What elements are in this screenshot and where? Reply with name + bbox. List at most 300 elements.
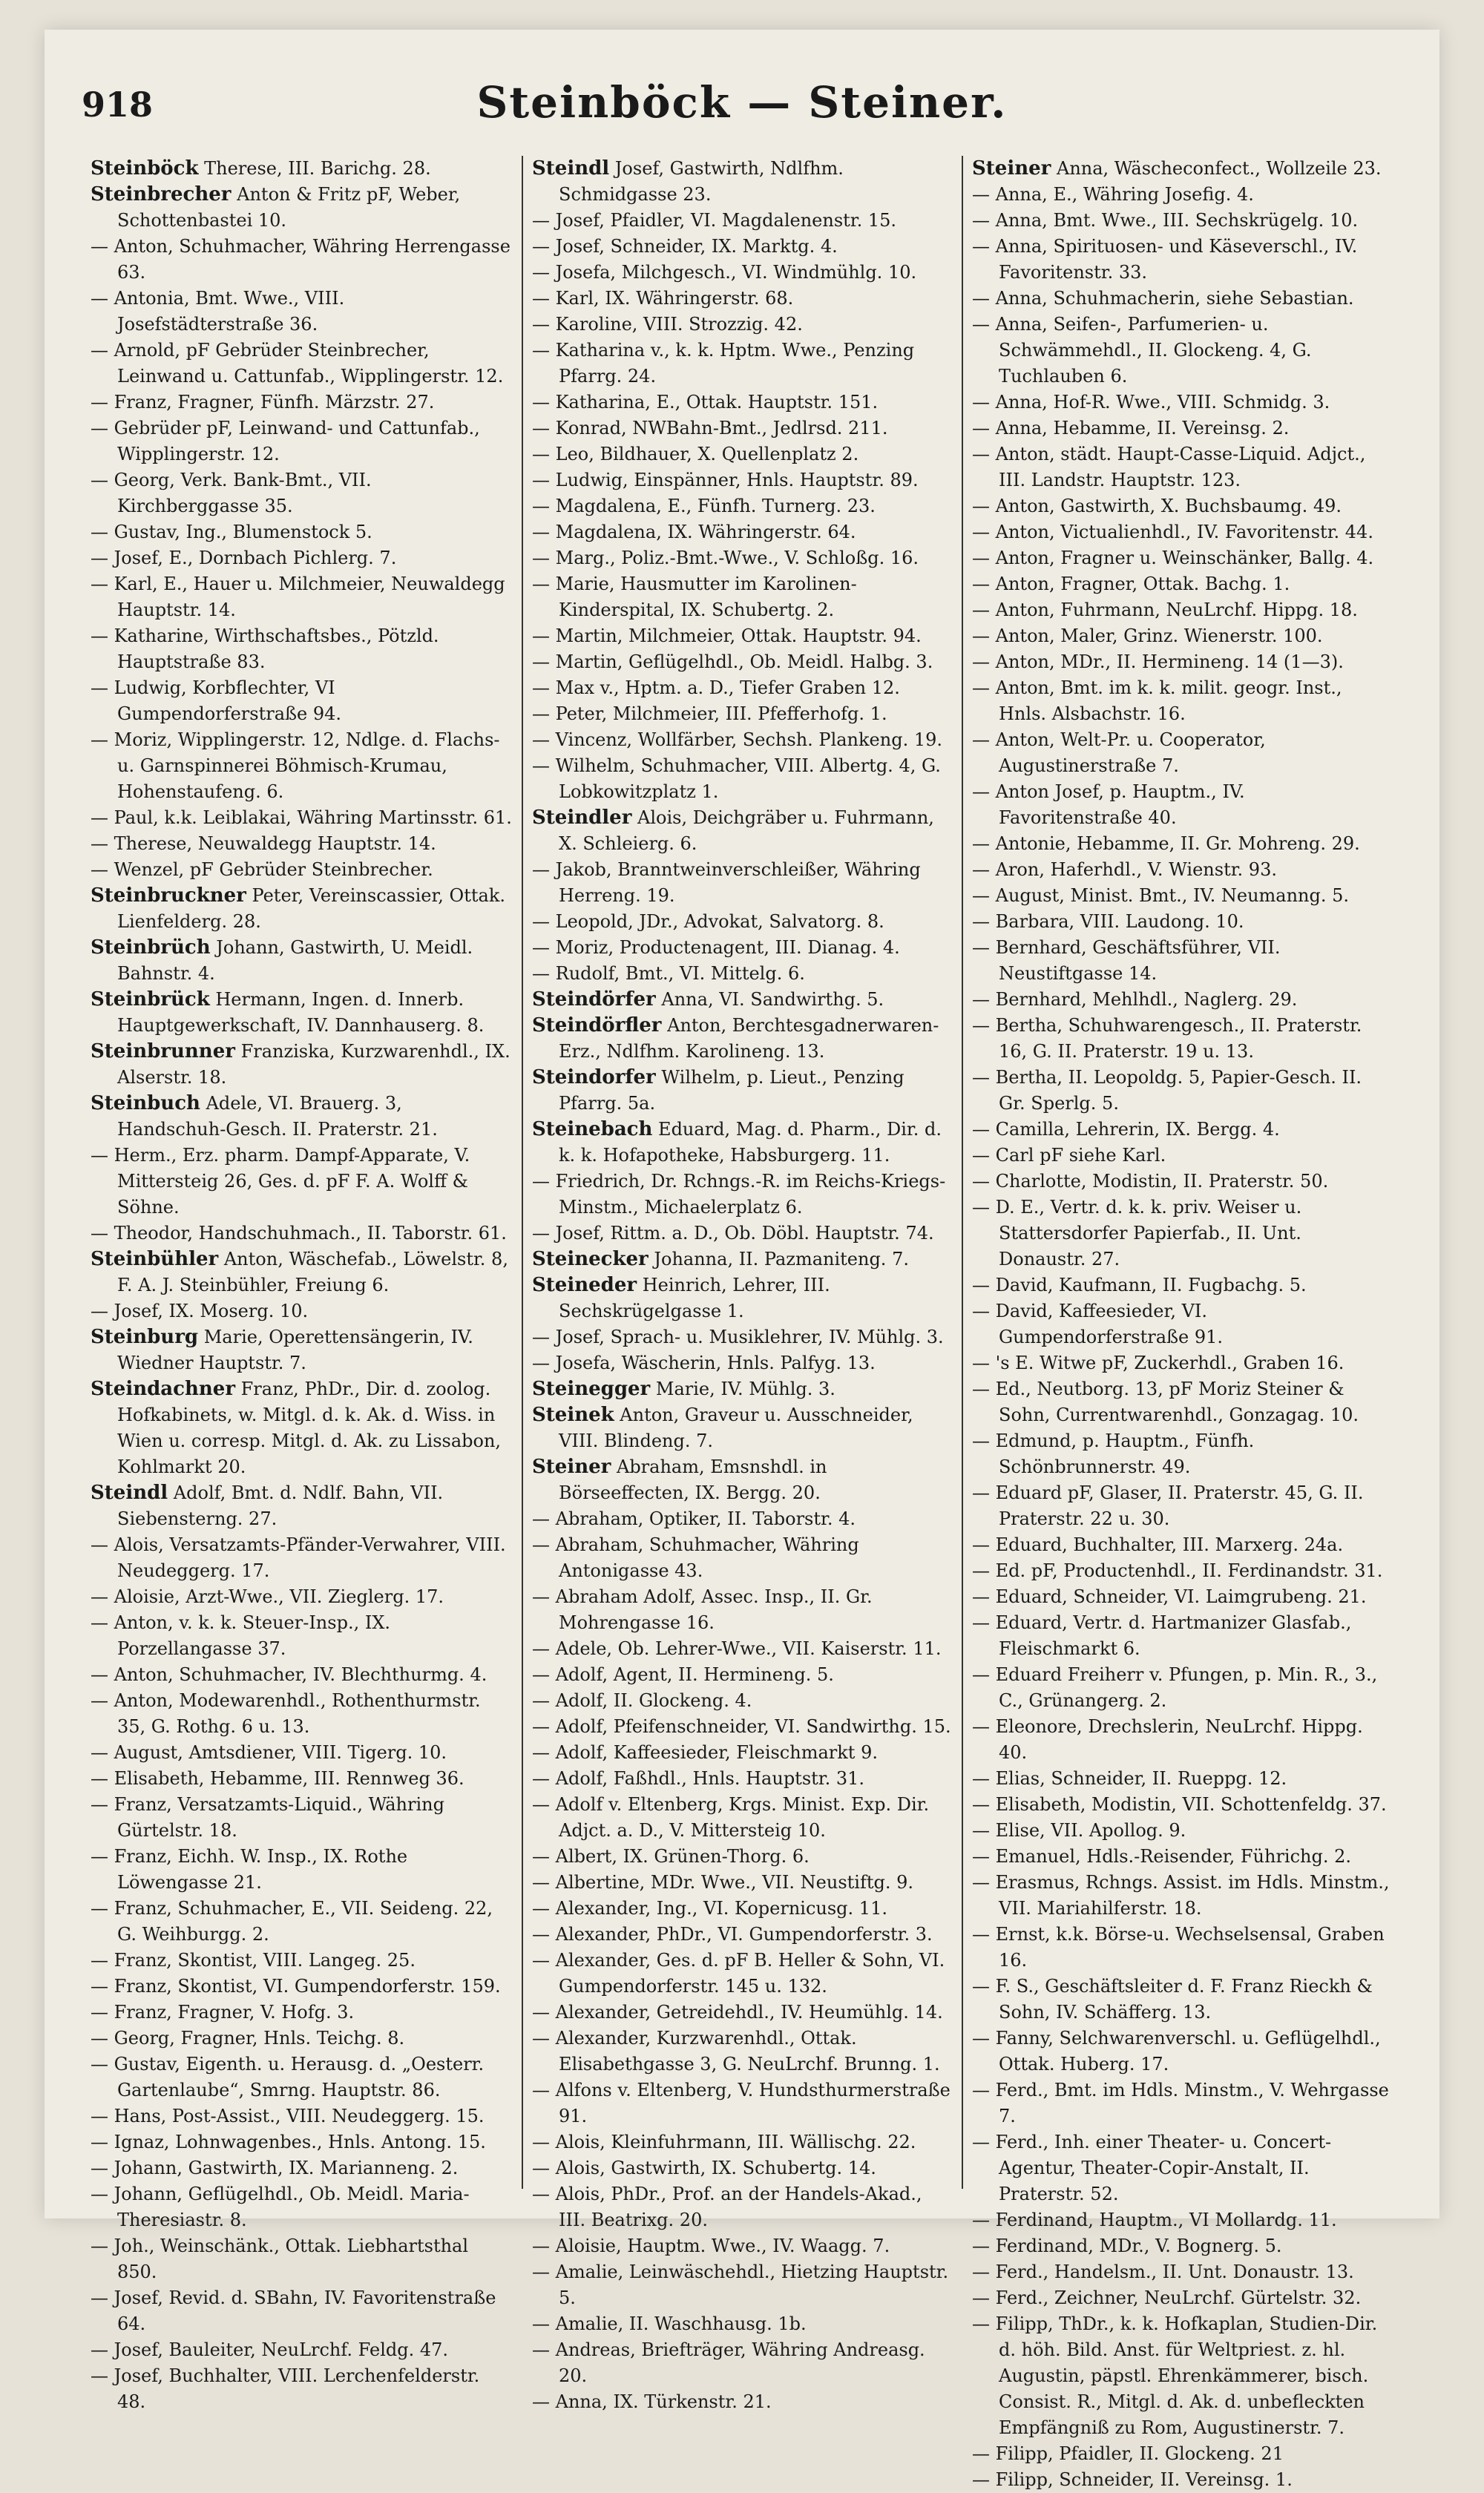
- directory-entry: [532, 805, 953, 857]
- directory-entry: [532, 2259, 953, 2311]
- directory-entry: [972, 1558, 1393, 1584]
- entry-text: — Rudolf, Bmt., VI. Mittelg. 6.: [532, 963, 805, 984]
- entry-surname: Steinbuch: [91, 1092, 200, 1114]
- directory-entry: [532, 1844, 953, 1870]
- directory-entry: [532, 2129, 953, 2155]
- entry-text: Heinrich, Lehrer, III. Sechskrügelgasse 1.: [559, 1275, 830, 1321]
- directory-entry: [972, 1532, 1393, 1558]
- directory-entry: [532, 727, 953, 753]
- directory-entry: [91, 2233, 513, 2285]
- entry-text: — Eduard Freiherr v. Pfungen, p. Min. R., 3., C., Grünangerg. 2.: [972, 1664, 1378, 1711]
- entry-text: — Ferdinand, Hauptm., VI Mollardg. 11.: [972, 2210, 1337, 2230]
- entry-surname: Steinbühler: [91, 1248, 219, 1270]
- directory-entry: [532, 2337, 953, 2389]
- entry-text: — Anton Josef, p. Hauptm., IV. Favoritenstraße 40.: [972, 781, 1245, 828]
- directory-entry: [91, 1376, 513, 1480]
- entry-text: — Elise, VII. Apollog. 9.: [972, 1820, 1186, 1841]
- directory-entry: [532, 987, 953, 1013]
- entry-text: — David, Kaffeesieder, VI. Gumpendorferstraße 91.: [972, 1301, 1224, 1347]
- entry-text: — Max v., Hptm. a. D., Tiefer Graben 12.: [532, 677, 900, 698]
- entry-surname: Steindler: [532, 807, 632, 829]
- entry-text: — Franz, Versatzamts-Liquid., Währing Gürtelstr. 18.: [91, 1794, 444, 1841]
- directory-entry: [972, 312, 1393, 390]
- entry-text: — Fanny, Selchwarenverschl. u. Geflügelhdl., Ottak. Huberg. 17.: [972, 2028, 1381, 2075]
- directory-entry: [91, 1610, 513, 1662]
- entry-text: Josef, Gastwirth, Ndlfhm. Schmidgasse 23.: [559, 158, 844, 205]
- directory-entry: [972, 1350, 1393, 1376]
- directory-entry: [532, 1532, 953, 1584]
- entry-text: — F. S., Geschäftsleiter d. F. Franz Rieckh & Sohn, IV. Schäfferg. 13.: [972, 1976, 1373, 2023]
- directory-entry: [972, 234, 1393, 286]
- entry-text: — Franz, Fragner, V. Hofg. 3.: [91, 2002, 355, 2023]
- directory-entry: [91, 805, 513, 831]
- directory-entry: [532, 2389, 953, 2415]
- entry-text: — Josef, Rittm. a. D., Ob. Döbl. Hauptstr. 74.: [532, 1223, 934, 1244]
- entry-text: — Filipp, Schneider, II. Vereinsg. 1.: [972, 2469, 1293, 2490]
- entry-text: — Alois, Versatzamts-Pfänder-Verwahrer, VIII. Neudeggerg. 17.: [91, 1534, 506, 1581]
- directory-entry: [972, 571, 1393, 597]
- entry-text: — Theodor, Handschuhmach., II. Taborstr. 61.: [91, 1223, 507, 1244]
- directory-entry: [972, 831, 1393, 857]
- directory-entry: [532, 2026, 953, 2078]
- directory-entry: [972, 727, 1393, 779]
- directory-entry: [972, 675, 1393, 727]
- entry-text: — Josef, IX. Moserg. 10.: [91, 1301, 309, 1321]
- entry-text: — Friedrich, Dr. Rchngs.-R. im Reichs-Kriegs-Minstm., Michaelerplatz 6.: [532, 1171, 946, 1218]
- entry-text: — Adolf, II. Glockeng. 4.: [532, 1690, 752, 1711]
- entry-text: — Anna, E., Währing Josefig. 4.: [972, 184, 1254, 205]
- entry-text: — Katharine, Wirthschaftsbes., Pötzld. Hauptstraße 83.: [91, 625, 439, 672]
- directory-entry: [91, 1844, 513, 1896]
- directory-entry: [91, 1792, 513, 1844]
- directory-entry: [91, 1896, 513, 1948]
- entry-text: — Josefa, Wäscherin, Hnls. Palfyg. 13.: [532, 1353, 876, 1373]
- directory-page: [45, 30, 1439, 2490]
- entry-text: — Alois, Gastwirth, IX. Schubertg. 14.: [532, 2158, 876, 2178]
- entry-text: — Leo, Bildhauer, X. Quellenplatz 2.: [532, 444, 859, 464]
- page-header: [82, 74, 1402, 141]
- directory-entry: [91, 1246, 513, 1298]
- directory-entry: [91, 857, 513, 883]
- entry-text: — Karl, E., Hauer u. Milchmeier, Neuwaldegg Hauptstr. 14.: [91, 574, 505, 620]
- entry-text: — Alfons v. Eltenberg, V. Hundsthurmerstraße 91.: [532, 2080, 951, 2126]
- page-number: 918: [82, 85, 154, 125]
- directory-entry: [532, 519, 953, 545]
- entry-text: — Anton, Schuhmacher, IV. Blechthurmg. 4.: [91, 1664, 487, 1685]
- entry-text: — Ludwig, Korbflechter, VI Gumpendorferstraße 94.: [91, 677, 342, 724]
- column-2: [522, 156, 962, 2412]
- directory-entry: [972, 935, 1393, 987]
- entry-text: — Anton, städt. Haupt-Casse-Liquid. Adjct., III. Landstr. Hauptstr. 123.: [972, 444, 1366, 490]
- entry-text: Abraham, Emsnshdl. in Börseeffecten, IX. Bergg. 20.: [559, 1456, 827, 1503]
- entry-surname: Steindachner: [91, 1378, 236, 1400]
- entry-text: — Anton, Maler, Grinz. Wienerstr. 100.: [972, 625, 1323, 646]
- entry-surname: Steindörfler: [532, 1014, 662, 1037]
- entry-text: — Anton, Modewarenhdl., Rothenthurmstr. 35, G. Rothg. 6 u. 13.: [91, 1690, 481, 1737]
- entry-text: — Eleonore, Drechslerin, NeuLrchf. Hippg. 40.: [972, 1716, 1363, 1763]
- entry-surname: Steinecker: [532, 1248, 649, 1270]
- directory-entry: [972, 1376, 1393, 1428]
- directory-entry: [972, 2207, 1393, 2233]
- entry-text: — Adolf, Kaffeesieder, Fleischmarkt 9.: [532, 1742, 878, 1763]
- directory-entry: [91, 467, 513, 519]
- directory-entry: [972, 1662, 1393, 1714]
- directory-entry: [972, 1974, 1393, 2026]
- entry-text: — Alexander, Ges. d. pF B. Heller & Sohn, VI. Gumpendorferstr. 145 u. 132.: [532, 1950, 945, 1997]
- directory-entry: [532, 208, 953, 234]
- entry-text: — Eduard, Buchhalter, III. Marxerg. 24a.: [972, 1534, 1344, 1555]
- entry-text: — Anton, Victualienhdl., IV. Favoritenstr. 44.: [972, 522, 1373, 542]
- directory-entry: [91, 2103, 513, 2129]
- directory-entry: [972, 2078, 1393, 2129]
- directory-entry: [972, 1714, 1393, 1766]
- entry-text: Johanna, II. Pazmaniteng. 7.: [648, 1249, 909, 1270]
- directory-entry: [91, 545, 513, 571]
- directory-entry: [972, 441, 1393, 493]
- directory-entry: [532, 909, 953, 935]
- entry-text: — Alois, PhDr., Prof. an der Handels-Akad., III. Beatrixg. 20.: [532, 2184, 922, 2230]
- entry-text: — Martin, Geflügelhdl., Ob. Meidl. Halbg. 3.: [532, 651, 933, 672]
- entry-text: — August, Amtsdiener, VIII. Tigerg. 10.: [91, 1742, 447, 1763]
- entry-text: — Hans, Post-Assist., VIII. Neudeggerg. 15.: [91, 2106, 485, 2126]
- directory-entry: [972, 1298, 1393, 1350]
- directory-entry: [532, 1740, 953, 1766]
- entry-surname: Steindörfer: [532, 988, 656, 1011]
- directory-entry: [532, 857, 953, 909]
- directory-entry: [532, 1506, 953, 1532]
- directory-entry: [532, 623, 953, 649]
- directory-entry: [91, 2285, 513, 2337]
- entry-surname: Steinbrecher: [91, 183, 232, 206]
- directory-entry: [91, 2155, 513, 2181]
- entry-text: — Anna, IX. Türkenstr. 21.: [532, 2391, 772, 2412]
- entry-text: — Anna, Hebamme, II. Vereinsg. 2.: [972, 418, 1290, 439]
- directory-entry: [91, 390, 513, 416]
- entry-text: Anna, Wäscheconfect., Wollzeile 23.: [1051, 158, 1382, 179]
- entry-surname: Steinbrüch: [91, 936, 211, 959]
- entry-text: Franziska, Kurzwarenhdl., IX. Alserstr. 18.: [117, 1041, 510, 1088]
- entry-text: — Georg, Verk. Bank-Bmt., VII. Kirchberggasse 35.: [91, 470, 372, 516]
- directory-entry: [532, 2078, 953, 2129]
- directory-entry: [532, 2311, 953, 2337]
- entry-text: — Josef, Pfaidler, VI. Magdalenenstr. 15.: [532, 210, 897, 231]
- entry-surname: Steindl: [91, 1482, 168, 1504]
- entry-text: — Franz, Schuhmacher, E., VII. Seideng. 22, G. Weihburgg. 2.: [91, 1898, 493, 1945]
- entry-text: — Elisabeth, Hebamme, III. Rennweg 36.: [91, 1768, 464, 1789]
- directory-entry: [91, 1688, 513, 1740]
- entry-text: — Anton, MDr., II. Hermineng. 14 (1—3).: [972, 651, 1344, 672]
- directory-entry: [532, 1792, 953, 1844]
- directory-entry: [91, 2129, 513, 2155]
- entry-text: — Gustav, Eigenth. u. Herausg. d. „Oesterr. Gartenlaube“, Smrng. Hauptstr. 86.: [91, 2054, 485, 2101]
- entry-text: Peter, Vereinscassier, Ottak. Lienfelderg. 28.: [117, 885, 505, 932]
- entry-text: — Charlotte, Modistin, II. Praterstr. 50.: [972, 1171, 1329, 1192]
- directory-entry: [532, 1117, 953, 1169]
- entry-text: — Leopold, JDr., Advokat, Salvatorg. 8.: [532, 911, 884, 932]
- directory-entry: [91, 2363, 513, 2415]
- entry-text: — Alexander, Kurzwarenhdl., Ottak. Elisabethgasse 3, G. NeuLrchf. Brunng. 1.: [532, 2028, 940, 2075]
- directory-entry: [91, 987, 513, 1039]
- directory-entry: [532, 1065, 953, 1117]
- directory-entry: [972, 286, 1393, 312]
- entry-text: — Camilla, Lehrerin, IX. Bergg. 4.: [972, 1119, 1280, 1140]
- entry-text: Johann, Gastwirth, U. Meidl. Bahnstr. 4.: [117, 937, 473, 984]
- directory-entry: [972, 545, 1393, 571]
- directory-entry: [972, 1065, 1393, 1117]
- directory-entry: [91, 1740, 513, 1766]
- entry-surname: Steinburg: [91, 1326, 199, 1348]
- directory-entry: [972, 883, 1393, 909]
- entry-surname: Steiner: [532, 1456, 611, 1478]
- entry-text: — Franz, Skontist, VIII. Langeg. 25.: [91, 1950, 416, 1971]
- entry-text: — Josef, Bauleiter, NeuLrchf. Feldg. 47.: [91, 2339, 449, 2360]
- entry-text: — Ignaz, Lohnwagenbes., Hnls. Antong. 15.: [91, 2132, 486, 2152]
- directory-entry: [91, 2181, 513, 2233]
- entry-text: — Alexander, Getreidehdl., IV. Heumühlg. 14.: [532, 2002, 943, 2023]
- entry-text: — Josef, Buchhalter, VIII. Lerchenfelderstr. 48.: [91, 2365, 480, 2412]
- directory-entry: [91, 935, 513, 987]
- directory-entry: [972, 987, 1393, 1013]
- entry-text: — Bertha, Schuhwarengesch., II. Praterstr. 16, G. II. Praterstr. 19 u. 13.: [972, 1015, 1362, 1062]
- entry-text: — Arnold, pF Gebrüder Steinbrecher, Leinwand u. Cattunfab., Wipplingerstr. 12.: [91, 340, 504, 387]
- directory-entry: [972, 649, 1393, 675]
- directory-entry: [532, 1376, 953, 1402]
- entry-text: — Antonia, Bmt. Wwe., VIII. Josefstädterstraße 36.: [91, 288, 345, 335]
- entry-text: — Bernhard, Mehlhdl., Naglerg. 29.: [972, 989, 1298, 1010]
- entry-text: — Josefa, Milchgesch., VI. Windmühlg. 10.: [532, 262, 917, 283]
- entry-text: — Amalie, Leinwäschehdl., Hietzing Hauptstr. 5.: [532, 2262, 949, 2308]
- entry-text: — Ed. pF, Productenhdl., II. Ferdinandstr. 31.: [972, 1560, 1383, 1581]
- entry-text: — August, Minist. Bmt., IV. Neumanng. 5.: [972, 885, 1350, 906]
- entry-text: Marie, Operettensängerin, IV. Wiedner Hauptstr. 7.: [117, 1327, 473, 1373]
- directory-entry: [91, 234, 513, 286]
- entry-text: — Adolf, Agent, II. Hermineng. 5.: [532, 1664, 834, 1685]
- entry-text: — Peter, Milchmeier, III. Pfefferhofg. 1.: [532, 703, 887, 724]
- entry-text: — Ferd., Inh. einer Theater- u. Concert-Agentur, Theater-Copir-Anstalt, II. Praterstr. 52.: [972, 2132, 1332, 2204]
- directory-entry: [532, 2233, 953, 2259]
- directory-entry: [532, 1896, 953, 1922]
- directory-entry: [972, 623, 1393, 649]
- entry-text: — Eduard, Schneider, VI. Laimgrubeng. 21.: [972, 1586, 1367, 1607]
- directory-entry: [532, 1688, 953, 1714]
- directory-entry: [532, 234, 953, 260]
- directory-entry: [972, 390, 1393, 416]
- entry-text: — Elias, Schneider, II. Rueppg. 12.: [972, 1768, 1287, 1789]
- entry-surname: Steinbruckner: [91, 884, 246, 907]
- directory-entry: [532, 441, 953, 467]
- entry-text: — Katharina, E., Ottak. Hauptstr. 151.: [532, 392, 879, 413]
- entry-text: — Magdalena, IX. Währingerstr. 64.: [532, 522, 856, 542]
- directory-entry: [972, 2259, 1393, 2285]
- directory-entry: [91, 571, 513, 623]
- entry-text: — David, Kaufmann, II. Fugbachg. 5.: [972, 1275, 1307, 1295]
- entry-text: — Therese, Neuwaldegg Hauptstr. 14.: [91, 833, 436, 854]
- column-3: [962, 156, 1402, 2490]
- entry-text: — Albert, IX. Grünen-Thorg. 6.: [532, 1846, 810, 1867]
- directory-entry: [91, 1324, 513, 1376]
- directory-entry: [532, 338, 953, 390]
- entry-text: — Vincenz, Wollfärber, Sechsh. Plankeng. 19.: [532, 729, 942, 750]
- directory-entry: [91, 1662, 513, 1688]
- entry-text: — Ed., Neutborg. 13, pF Moriz Steiner & Sohn, Currentwarenhdl., Gonzagag. 10.: [972, 1379, 1359, 1425]
- entry-text: — Anton, Gastwirth, X. Buchsbaumg. 49.: [972, 496, 1342, 516]
- directory-entry: [91, 727, 513, 805]
- entry-text: — Josef, Sprach- u. Musiklehrer, IV. Mühlg. 3.: [532, 1327, 944, 1347]
- entry-text: — Gustav, Ing., Blumenstock 5.: [91, 522, 372, 542]
- columns: [82, 156, 1402, 2490]
- directory-entry: [972, 1818, 1393, 1844]
- entry-text: — Moriz, Productenagent, III. Dianag. 4.: [532, 937, 900, 958]
- entry-surname: Steineder: [532, 1274, 637, 1296]
- entry-text: — Eduard pF, Glaser, II. Praterstr. 45, G. II. Praterstr. 22 u. 30.: [972, 1482, 1364, 1529]
- directory-entry: [532, 1324, 953, 1350]
- directory-entry: [532, 2181, 953, 2233]
- entry-text: — Marg., Poliz.-Bmt.-Wwe., V. Schloßg. 16.: [532, 548, 919, 568]
- entry-text: — Aloisie, Arzt-Wwe., VII. Zieglerg. 17.: [91, 1586, 444, 1607]
- entry-text: — Franz, Fragner, Fünfh. Märzstr. 27.: [91, 392, 435, 413]
- entry-text: — Alois, Kleinfuhrmann, III. Wällischg. 22.: [532, 2132, 916, 2152]
- entry-text: — Jakob, Branntweinverschleißer, Währing Herreng. 19.: [532, 859, 921, 906]
- directory-entry: [972, 1143, 1393, 1169]
- directory-entry: [972, 2441, 1393, 2467]
- entry-text: — Anton, Welt-Pr. u. Cooperator, Augustinerstraße 7.: [972, 729, 1266, 776]
- directory-entry: [972, 909, 1393, 935]
- directory-entry: [532, 260, 953, 286]
- entry-text: — Antonie, Hebamme, II. Gr. Mohreng. 29.: [972, 833, 1360, 854]
- entry-text: — Aron, Haferhdl., V. Wienstr. 93.: [972, 859, 1277, 880]
- entry-text: Alois, Deichgräber u. Fuhrmann, X. Schleierg. 6.: [559, 807, 934, 854]
- entry-text: Anton, Berchtesgadnerwaren-Erz., Ndlfhm. Karolineng. 13.: [559, 1015, 939, 1062]
- directory-entry: [91, 831, 513, 857]
- directory-entry: [972, 1272, 1393, 1298]
- directory-entry: [972, 1013, 1393, 1065]
- entry-text: — Moriz, Wipplingerstr. 12, Ndlge. d. Flachs- u. Garnspinnerei Böhmisch-Krumau, Hohenstaufeng. 6.: [91, 729, 500, 802]
- entry-text: — Karoline, VIII. Strozzig. 42.: [532, 314, 803, 335]
- entry-text: Anton, Graveur u. Ausschneider, VIII. Blindeng. 7.: [559, 1405, 913, 1451]
- directory-entry: [91, 156, 513, 182]
- entry-text: — Konrad, NWBahn-Bmt., Jedlrsd. 211.: [532, 418, 888, 439]
- directory-entry: [532, 1662, 953, 1688]
- directory-entry: [532, 571, 953, 623]
- directory-entry: [532, 286, 953, 312]
- directory-entry: [91, 675, 513, 727]
- directory-entry: [972, 2467, 1393, 2493]
- directory-entry: [532, 1870, 953, 1896]
- directory-entry: [532, 493, 953, 519]
- entry-text: — Amalie, II. Waschhausg. 1b.: [532, 2313, 807, 2334]
- entry-text: — Aloisie, Hauptm. Wwe., IV. Waagg. 7.: [532, 2236, 890, 2256]
- directory-entry: [972, 208, 1393, 234]
- directory-entry: [91, 1532, 513, 1584]
- directory-entry: [91, 1143, 513, 1221]
- entry-text: — Ferd., Bmt. im Hdls. Minstm., V. Wehrgasse 7.: [972, 2080, 1389, 2126]
- entry-text: — Ferd., Zeichner, NeuLrchf. Gürtelstr. 32.: [972, 2287, 1362, 2308]
- entry-surname: Steinebach: [532, 1118, 653, 1140]
- entry-text: — Anton, v. k. k. Steuer-Insp., IX. Porzellangasse 37.: [91, 1612, 391, 1659]
- entry-text: — Adolf, Faßhdl., Hnls. Hauptstr. 31.: [532, 1768, 865, 1789]
- entry-text: Marie, IV. Mühlg. 3.: [650, 1379, 835, 1399]
- entry-surname: Steinböck: [91, 157, 199, 180]
- entry-text: — Ferdinand, MDr., V. Bognerg. 5.: [972, 2236, 1282, 2256]
- entry-text: — Adele, Ob. Lehrer-Wwe., VII. Kaiserstr. 11.: [532, 1638, 942, 1659]
- directory-entry: [91, 286, 513, 338]
- entry-text: — Anton, Fuhrmann, NeuLrchf. Hippg. 18.: [972, 600, 1358, 620]
- entry-text: — Anton, Schuhmacher, Währing Herrengasse 63.: [91, 236, 510, 283]
- entry-text: — D. E., Vertr. d. k. k. priv. Weiser u. Stattersdorfer Papierfab., II. Unt. Donaustr. 27.: [972, 1197, 1302, 1270]
- directory-entry: [532, 675, 953, 701]
- directory-entry: [972, 416, 1393, 441]
- entry-text: — Johann, Geflügelhdl., Ob. Meidl. Maria-Theresiastr. 8.: [91, 2184, 470, 2230]
- entry-text: — Anna, Hof-R. Wwe., VIII. Schmidg. 3.: [972, 392, 1330, 413]
- entry-text: — Elisabeth, Modistin, VII. Schottenfeldg. 37.: [972, 1794, 1387, 1815]
- entry-text: — Alexander, Ing., VI. Kopernicusg. 11.: [532, 1898, 887, 1919]
- entry-text: — Bernhard, Geschäftsführer, VII. Neustiftgasse 14.: [972, 937, 1281, 984]
- directory-entry: [532, 1402, 953, 1454]
- directory-entry: [91, 1584, 513, 1610]
- entry-text: — Anna, Spirituosen- und Käseverschl., IV. Favoritenstr. 33.: [972, 236, 1358, 283]
- directory-entry: [972, 1922, 1393, 1974]
- directory-entry: [91, 1948, 513, 1974]
- directory-entry: [972, 779, 1393, 831]
- directory-entry: [91, 2337, 513, 2363]
- directory-entry: [532, 935, 953, 961]
- entry-text: — Adolf, Pfeifenschneider, VI. Sandwirthg. 15.: [532, 1716, 951, 1737]
- directory-entry: [972, 857, 1393, 883]
- directory-entry: [532, 649, 953, 675]
- directory-entry: [972, 1480, 1393, 1532]
- entry-text: Wilhelm, p. Lieut., Penzing Pfarrg. 5a.: [559, 1067, 904, 1114]
- directory-entry: [972, 1870, 1393, 1922]
- entry-text: — 's E. Witwe pF, Zuckerhdl., Graben 16.: [972, 1353, 1345, 1373]
- entry-text: — Abraham Adolf, Assec. Insp., II. Gr. Mohrengasse 16.: [532, 1586, 873, 1633]
- directory-entry: [532, 1013, 953, 1065]
- directory-entry: [532, 1714, 953, 1740]
- directory-entry: [972, 1117, 1393, 1143]
- directory-entry: [91, 1039, 513, 1091]
- directory-entry: [91, 1480, 513, 1532]
- entry-text: Adele, VI. Brauerg. 3, Handschuh-Gesch. II. Praterstr. 21.: [117, 1093, 438, 1140]
- directory-entry: [91, 1974, 513, 2000]
- entry-text: — Filipp, ThDr., k. k. Hofkaplan, Studien-Dir. d. höh. Bild. Anst. für Weltpriest. z. hl. Augustin, päpstl. Ehrenkämmerer, bisch. Consist. R., Mitgl. d. Ak. d. unbefleckten Empfängniß zu Rom, Augustinerstr. 7.: [972, 2313, 1378, 2438]
- entry-text: Anton, Wäschefab., Löwelstr. 8, F. A. J. Steinbühler, Freiung 6.: [117, 1249, 508, 1295]
- directory-entry: [91, 182, 513, 234]
- entry-text: — Albertine, MDr. Wwe., VII. Neustiftg. 9.: [532, 1872, 914, 1893]
- entry-text: — Johann, Gastwirth, IX. Marianneng. 2.: [91, 2158, 459, 2178]
- entry-text: — Josef, E., Dornbach Pichlerg. 7.: [91, 548, 397, 568]
- entry-text: — Edmund, p. Hauptm., Fünfh. Schönbrunnerstr. 49.: [972, 1431, 1255, 1477]
- entry-text: Anna, VI. Sandwirthg. 5.: [655, 989, 884, 1010]
- directory-entry: [972, 182, 1393, 208]
- directory-entry: [91, 2052, 513, 2103]
- entry-text: — Abraham, Optiker, II. Taborstr. 4.: [532, 1508, 856, 1529]
- directory-entry: [532, 1350, 953, 1376]
- directory-entry: [972, 1610, 1393, 1662]
- entry-text: — Ferd., Handelsm., II. Unt. Donaustr. 13.: [972, 2262, 1354, 2282]
- directory-entry: [532, 1169, 953, 1221]
- entry-text: — Eduard, Vertr. d. Hartmanizer Glasfab., Fleischmarkt 6.: [972, 1612, 1352, 1659]
- directory-entry: [532, 416, 953, 441]
- directory-entry: [972, 2311, 1393, 2441]
- entry-text: — Barbara, VIII. Laudong. 10.: [972, 911, 1244, 932]
- entry-text: — Ernst, k.k. Börse-u. Wechselsensal, Graben 16.: [972, 1924, 1385, 1971]
- directory-entry: [91, 2026, 513, 2052]
- directory-entry: [532, 545, 953, 571]
- entry-text: Anton & Fritz pF, Weber, Schottenbastei 10.: [117, 184, 461, 231]
- directory-entry: [91, 338, 513, 390]
- directory-entry: [972, 1195, 1393, 1272]
- entry-text: Eduard, Mag. d. Pharm., Dir. d. k. k. Hofapotheke, Habsburgerg. 11.: [559, 1119, 942, 1166]
- entry-text: — Magdalena, E., Fünfh. Turnerg. 23.: [532, 496, 876, 516]
